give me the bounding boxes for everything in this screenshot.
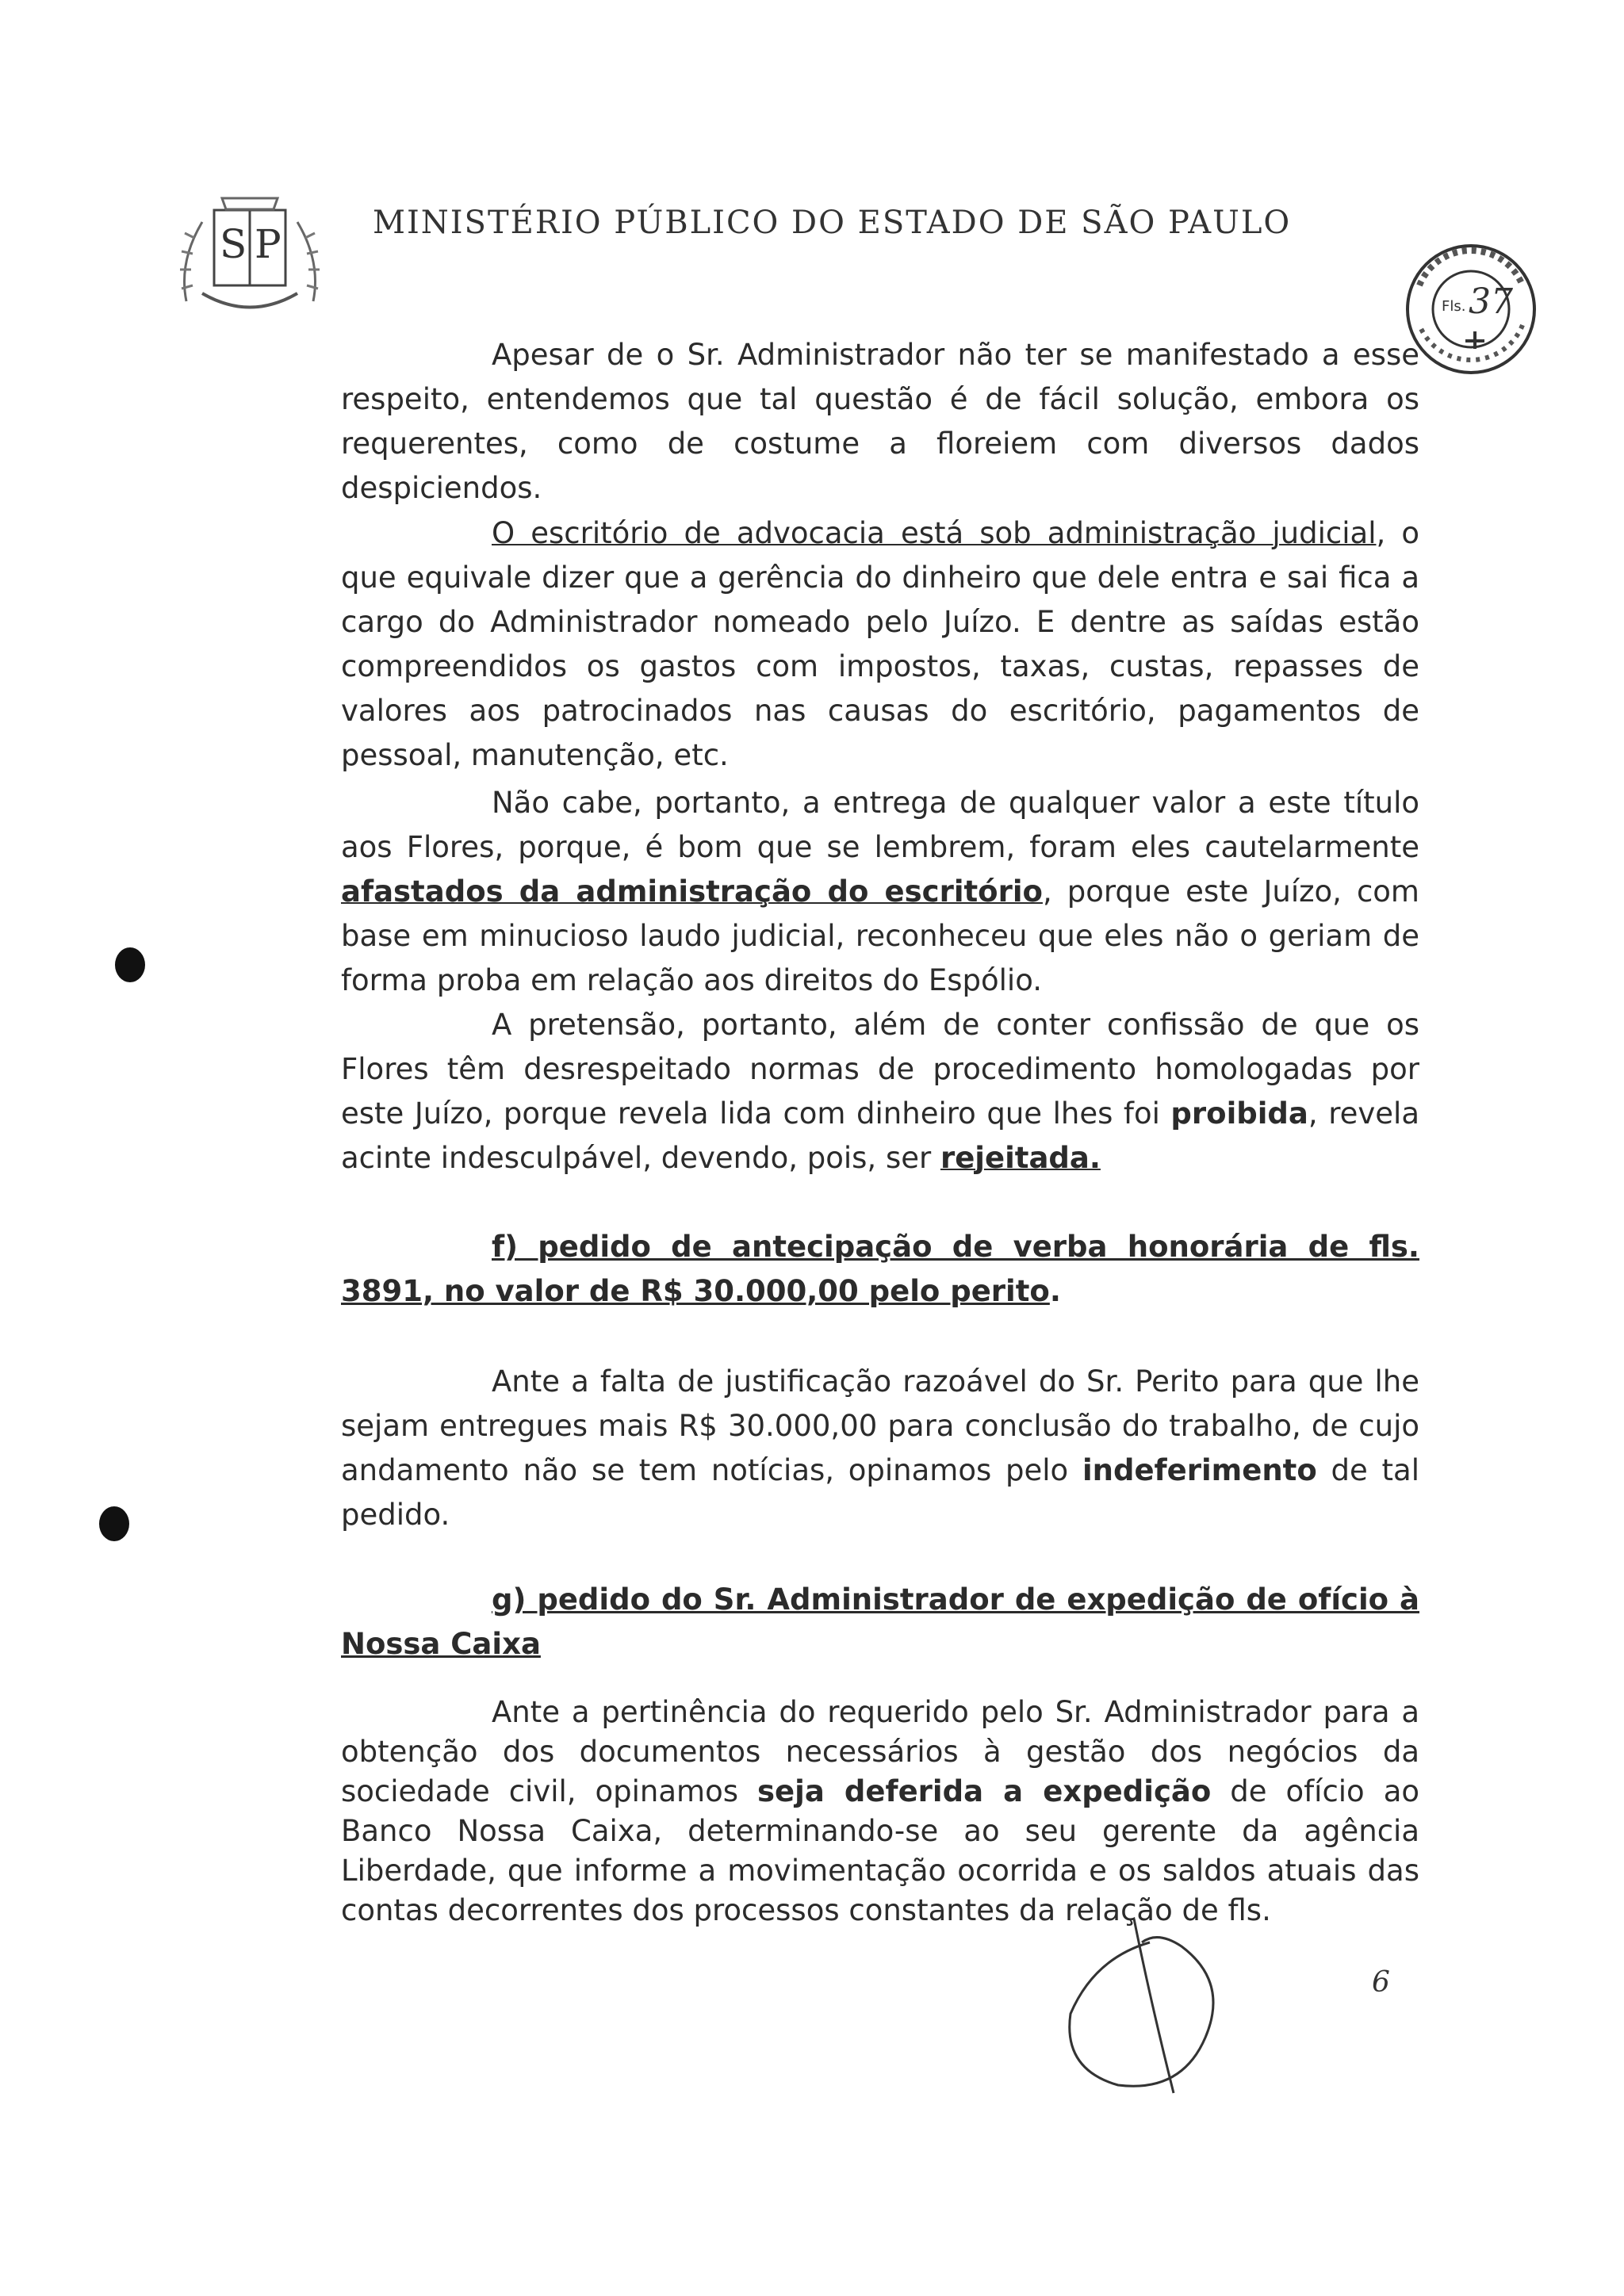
paragraph-6 (341, 1693, 1419, 1931)
svg-text:37: 37 (1469, 281, 1513, 322)
paragraph-6-text-a: Ante a pertinência do requerido pelo Sr. Administrador para a obtenção dos documentos necessários à gestão dos negócios da sociedade civil, opinamos (341, 1695, 1419, 1808)
paragraph-4-bold: proibida (1170, 1096, 1308, 1131)
heading-f-text: f) pedido de antecipação de verba honorária de fls. 3891, no valor de R$ 30.000,00 pelo perito (341, 1230, 1419, 1308)
paragraph-4-bold-2: rejeitada. (940, 1141, 1101, 1175)
paragraph-5-bold: indeferimento (1082, 1453, 1317, 1487)
paragraph-4-text-a: A pretensão, portanto, além de conter confissão de que os Flores têm desrespeitado normas de procedimento homologadas por este Juízo, porque revela lida com dinheiro que lhes foi (341, 1008, 1419, 1131)
page-number: 6 (1372, 1966, 1390, 1999)
paragraph-6-text-b: de ofício ao Banco Nossa Caixa, determinando-se ao seu gerente da agência Liberdade, que informe a movimentação ocorrida e os saldos atuais das contas decorrentes dos processos constantes da relação de fls. (341, 1774, 1420, 1927)
paragraph-5 (341, 1360, 1419, 1537)
paragraph-2 (341, 511, 1419, 778)
handwritten-initials (1047, 1911, 1253, 2109)
svg-text:S: S (220, 221, 247, 267)
heading-f-end: . (1049, 1274, 1061, 1308)
svg-text:P: P (255, 221, 282, 267)
heading-g-text: g) pedido do Sr. Administrador de expedição de ofício à Nossa Caixa (341, 1582, 1419, 1661)
svg-text:Fls.: Fls. (1442, 298, 1466, 315)
paragraph-2-text: , o que equivale dizer que a gerência do dinheiro que dele entra e sai fica a cargo do Administrador nomeado pelo Juízo. E dentre as saídas estão compreendidos os gastos com impostos, taxas, custas, repasses de valores aos patrocinados nas causas do escritório, pagamentos de pessoal, manutenção, etc. (341, 516, 1419, 772)
paragraph-4 (341, 1003, 1419, 1181)
paragraph-3 (341, 781, 1419, 1003)
page-header-title: MINISTÉRIO PÚBLICO DO ESTADO DE SÃO PAULO (373, 205, 1292, 241)
punch-hole-icon (99, 1506, 129, 1541)
paragraph-4-text-b: , revela acinte indesculpável, devendo, pois, ser (341, 1096, 1419, 1175)
paragraph-1 (341, 333, 1419, 511)
paragraph-5-text-a: Ante a falta de justificação razoável do Sr. Perito para que lhe sejam entregues mais R$ 30.000,00 para conclusão do trabalho, de cujo andamento não se tem notícias, opinamos pelo (341, 1364, 1419, 1487)
ministry-crest-logo (170, 190, 329, 329)
paragraph-3-text-a: Não cabe, portanto, a entrega de qualquer valor a este título aos Flores, porque, é bom que se lembrem, foram eles cautelarmente (341, 786, 1419, 864)
paragraph-1-text: Apesar de o Sr. Administrador não ter se manifestado a esse respeito, entendemos que tal questão é de fácil solução, embora os requerentes, como de costume a floreiem com diversos dados despiciendos. (341, 338, 1419, 505)
paragraph-3-text-b: , porque este Juízo, com base em minucioso laudo judicial, reconheceu que eles não o geriam de forma proba em relação aos direitos do Espólio. (341, 874, 1419, 997)
paragraph-3-bold: afastados da administração do escritório (341, 874, 1043, 909)
section-heading-g (341, 1578, 1419, 1667)
paragraph-6-bold: seja deferida a expedição (757, 1774, 1212, 1808)
paragraph-5-text-b: de tal pedido. (341, 1453, 1420, 1532)
section-heading-f (341, 1225, 1419, 1314)
punch-hole-icon (115, 947, 145, 982)
paragraph-2-underlined: O escritório de advocacia está sob administração judicial (492, 516, 1377, 550)
